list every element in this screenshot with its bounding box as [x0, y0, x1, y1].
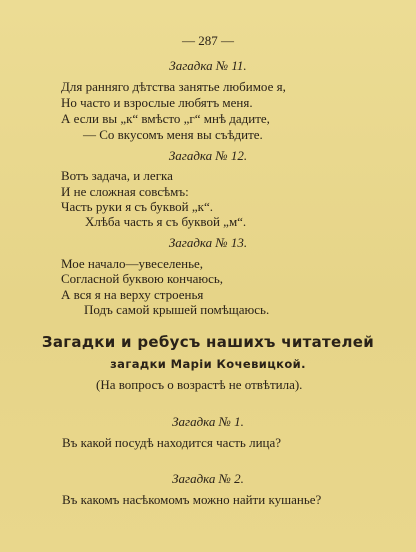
riddle-12-line-4: Хлѣба часть я съ буквой „м“. — [85, 214, 247, 229]
riddle-12-line-1: Вотъ задача, и легка — [61, 168, 173, 183]
reader-riddle-1-text: Въ какой посудѣ находится часть лица? — [62, 435, 282, 450]
riddle-13-line-4: Подъ самой крышей помѣщаюсь. — [84, 302, 270, 317]
riddle-11-line-3: А если вы „к“ вмѣсто „г“ мнѣ дадите, — [61, 111, 270, 126]
section-note: (На вопросъ о возрастѣ не отвѣтила). — [96, 377, 303, 392]
riddle-11-line-2: Но часто и взрослые любятъ меня. — [61, 95, 253, 110]
riddle-13-line-1: Мое начало—увеселенье, — [61, 256, 204, 271]
riddle-13-line-3: А вся я на верху строенья — [61, 287, 204, 302]
section-heading: Загадки и ребусъ нашихъ читателей — [41, 333, 375, 351]
reader-riddle-2-text: Въ какомъ насѣкомомъ можно найти кушанье? — [62, 492, 322, 507]
riddle-13-title: Загадка № 13. — [168, 235, 248, 250]
riddle-11-title: Загадка № 11. — [169, 58, 247, 73]
riddle-11-line-1: Для ранняго дѣтства занятье любимое я, — [61, 79, 286, 94]
riddle-12-title: Загадка № 12. — [168, 148, 248, 163]
page-number: — 287 — — [182, 33, 234, 48]
riddle-11-line-4: — Со вкусомъ меня вы съѣдите. — [83, 127, 263, 142]
riddle-13-line-2: Согласной буквою кончаюсь, — [61, 271, 224, 286]
reader-riddle-1-title: Загадка № 1. — [172, 414, 244, 429]
riddle-12-line-3: Часть руки я съ буквой „к“. — [61, 199, 213, 214]
riddle-12-line-2: И не сложная совсѣмъ: — [61, 184, 189, 199]
reader-riddle-2-title: Загадка № 2. — [172, 471, 244, 486]
section-subheading: загадки Маріи Кочевицкой. — [110, 357, 306, 371]
